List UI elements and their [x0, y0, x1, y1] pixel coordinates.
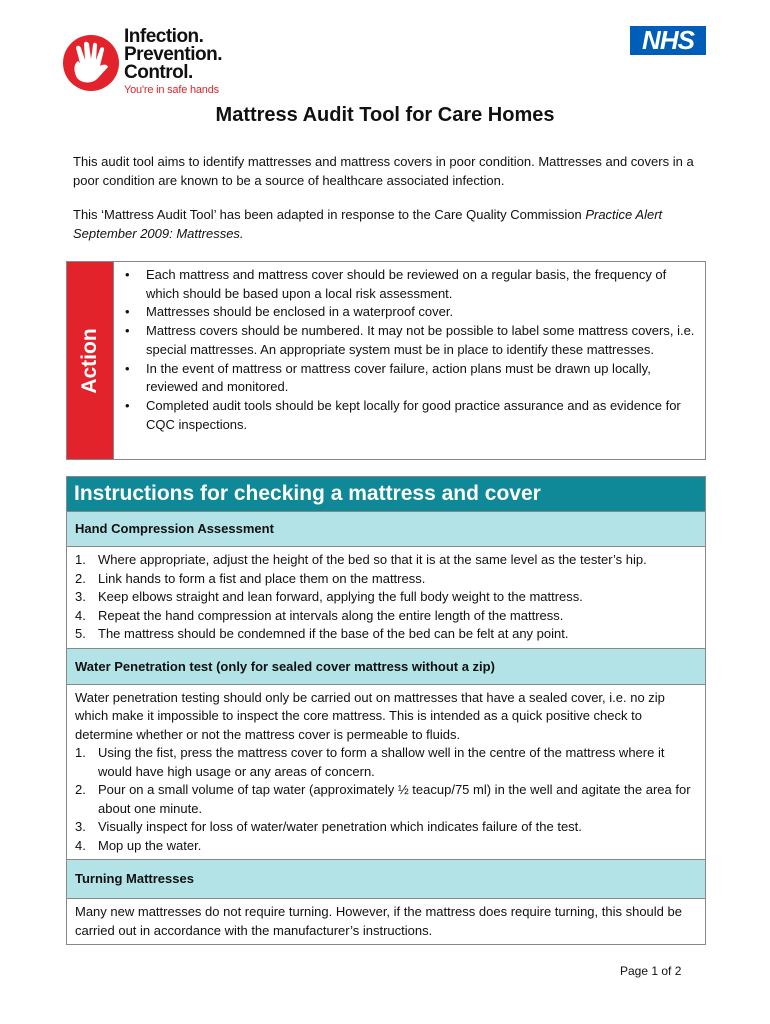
instructions-table [66, 476, 706, 945]
action-item: • Mattresses should be enclosed in a waterproof cover. [121, 303, 699, 322]
water-penetration-intro: Water penetration testing should only be carried out on mattresses that have a sealed cover, i.e. no zip which make it impossible to inspect the core mattress. This is intended as a quick positive check to determine whether or not the mattress cover is permeable to fluids. [75, 689, 665, 742]
water-penetration-body [67, 685, 705, 861]
list-item: 1. Where appropriate, adjust the height of the bed so that it is at the same level as the tester’s hip. [75, 552, 647, 567]
action-item: • Mattress covers should be numbered. It may not be possible to label some mattress covers, i.e. special mattresses. An appropriate system must be in place to identify these mattresses. [121, 322, 699, 359]
list-item: 4. Mop up the water. [75, 837, 202, 853]
action-item: • Completed audit tools should be kept locally for good practice assurance and as evidence for CQC inspections. [121, 397, 699, 434]
list-item: 3. Keep elbows straight and lean forward, applying the full body weight to the mattress. [75, 589, 583, 604]
action-item: • Each mattress and mattress cover should be reviewed on a regular basis, the frequency of which should be based upon a local risk assessment. [121, 266, 699, 303]
list-item: 1. Using the fist, press the mattress cover to form a shallow well in the centre of the mattress where it would have high usage or any areas of concern. [75, 745, 665, 779]
action-box [66, 261, 706, 460]
logo-tagline: You're in safe hands [124, 84, 219, 96]
action-list [121, 266, 699, 434]
list-item: 2. Pour on a small volume of tap water (approximately ½ teacup/75 ml) in the well and agitate the area for about one minute. [75, 782, 691, 816]
action-item: • In the event of mattress or mattress cover failure, action plans must be drawn up locally, reviewed and monitored. [121, 360, 699, 397]
action-sidebar [67, 262, 114, 459]
turning-mattresses-body: Many new mattresses do not require turning. However, if the mattress does require turning, this should be carried out in accordance with the manufacturer’s instructions. [75, 904, 682, 938]
list-item: 3. Visually inspect for loss of water/water penetration which indicates failure of the test. [75, 819, 582, 834]
instructions-heading: Instructions for checking a mattress and cover [67, 477, 705, 512]
logo-text: Infection. Prevention. Control. [124, 26, 222, 83]
list-item: 4. Repeat the hand compression at intervals along the entire length of the mattress. [75, 607, 564, 623]
list-item: 2. Link hands to form a fist and place them on the mattress. [75, 570, 426, 586]
page-number: Page 1 of 2 [620, 964, 682, 978]
ipc-logo [62, 28, 242, 100]
hand-compression-body [67, 547, 705, 649]
intro-paragraph-2: This ‘Mattress Audit Tool’ has been adapted in response to the Care Quality Commission Practice Alert September 2009: Mattresses. [73, 207, 663, 241]
turning-mattresses-title: Turning Mattresses [67, 860, 705, 899]
hand-compression-title: Hand Compression Assessment [67, 512, 705, 547]
water-penetration-steps [75, 744, 699, 855]
page-title: Mattress Audit Tool for Care Homes [215, 104, 555, 126]
water-penetration-title: Water Penetration test (only for sealed cover mattress without a zip) [67, 649, 705, 685]
list-item: 5. The mattress should be condemned if the base of the bed can be felt at any point. [75, 626, 569, 641]
nhs-logo: NHS [630, 26, 706, 55]
action-label: Action [78, 327, 101, 394]
intro-paragraph-1: This audit tool aims to identify mattresses and mattress covers in poor condition. Mattresses and covers in a poor condition are known to be a source of healthcare associated infection. [73, 154, 694, 188]
hand-icon [62, 34, 120, 92]
hand-compression-steps [75, 551, 699, 644]
